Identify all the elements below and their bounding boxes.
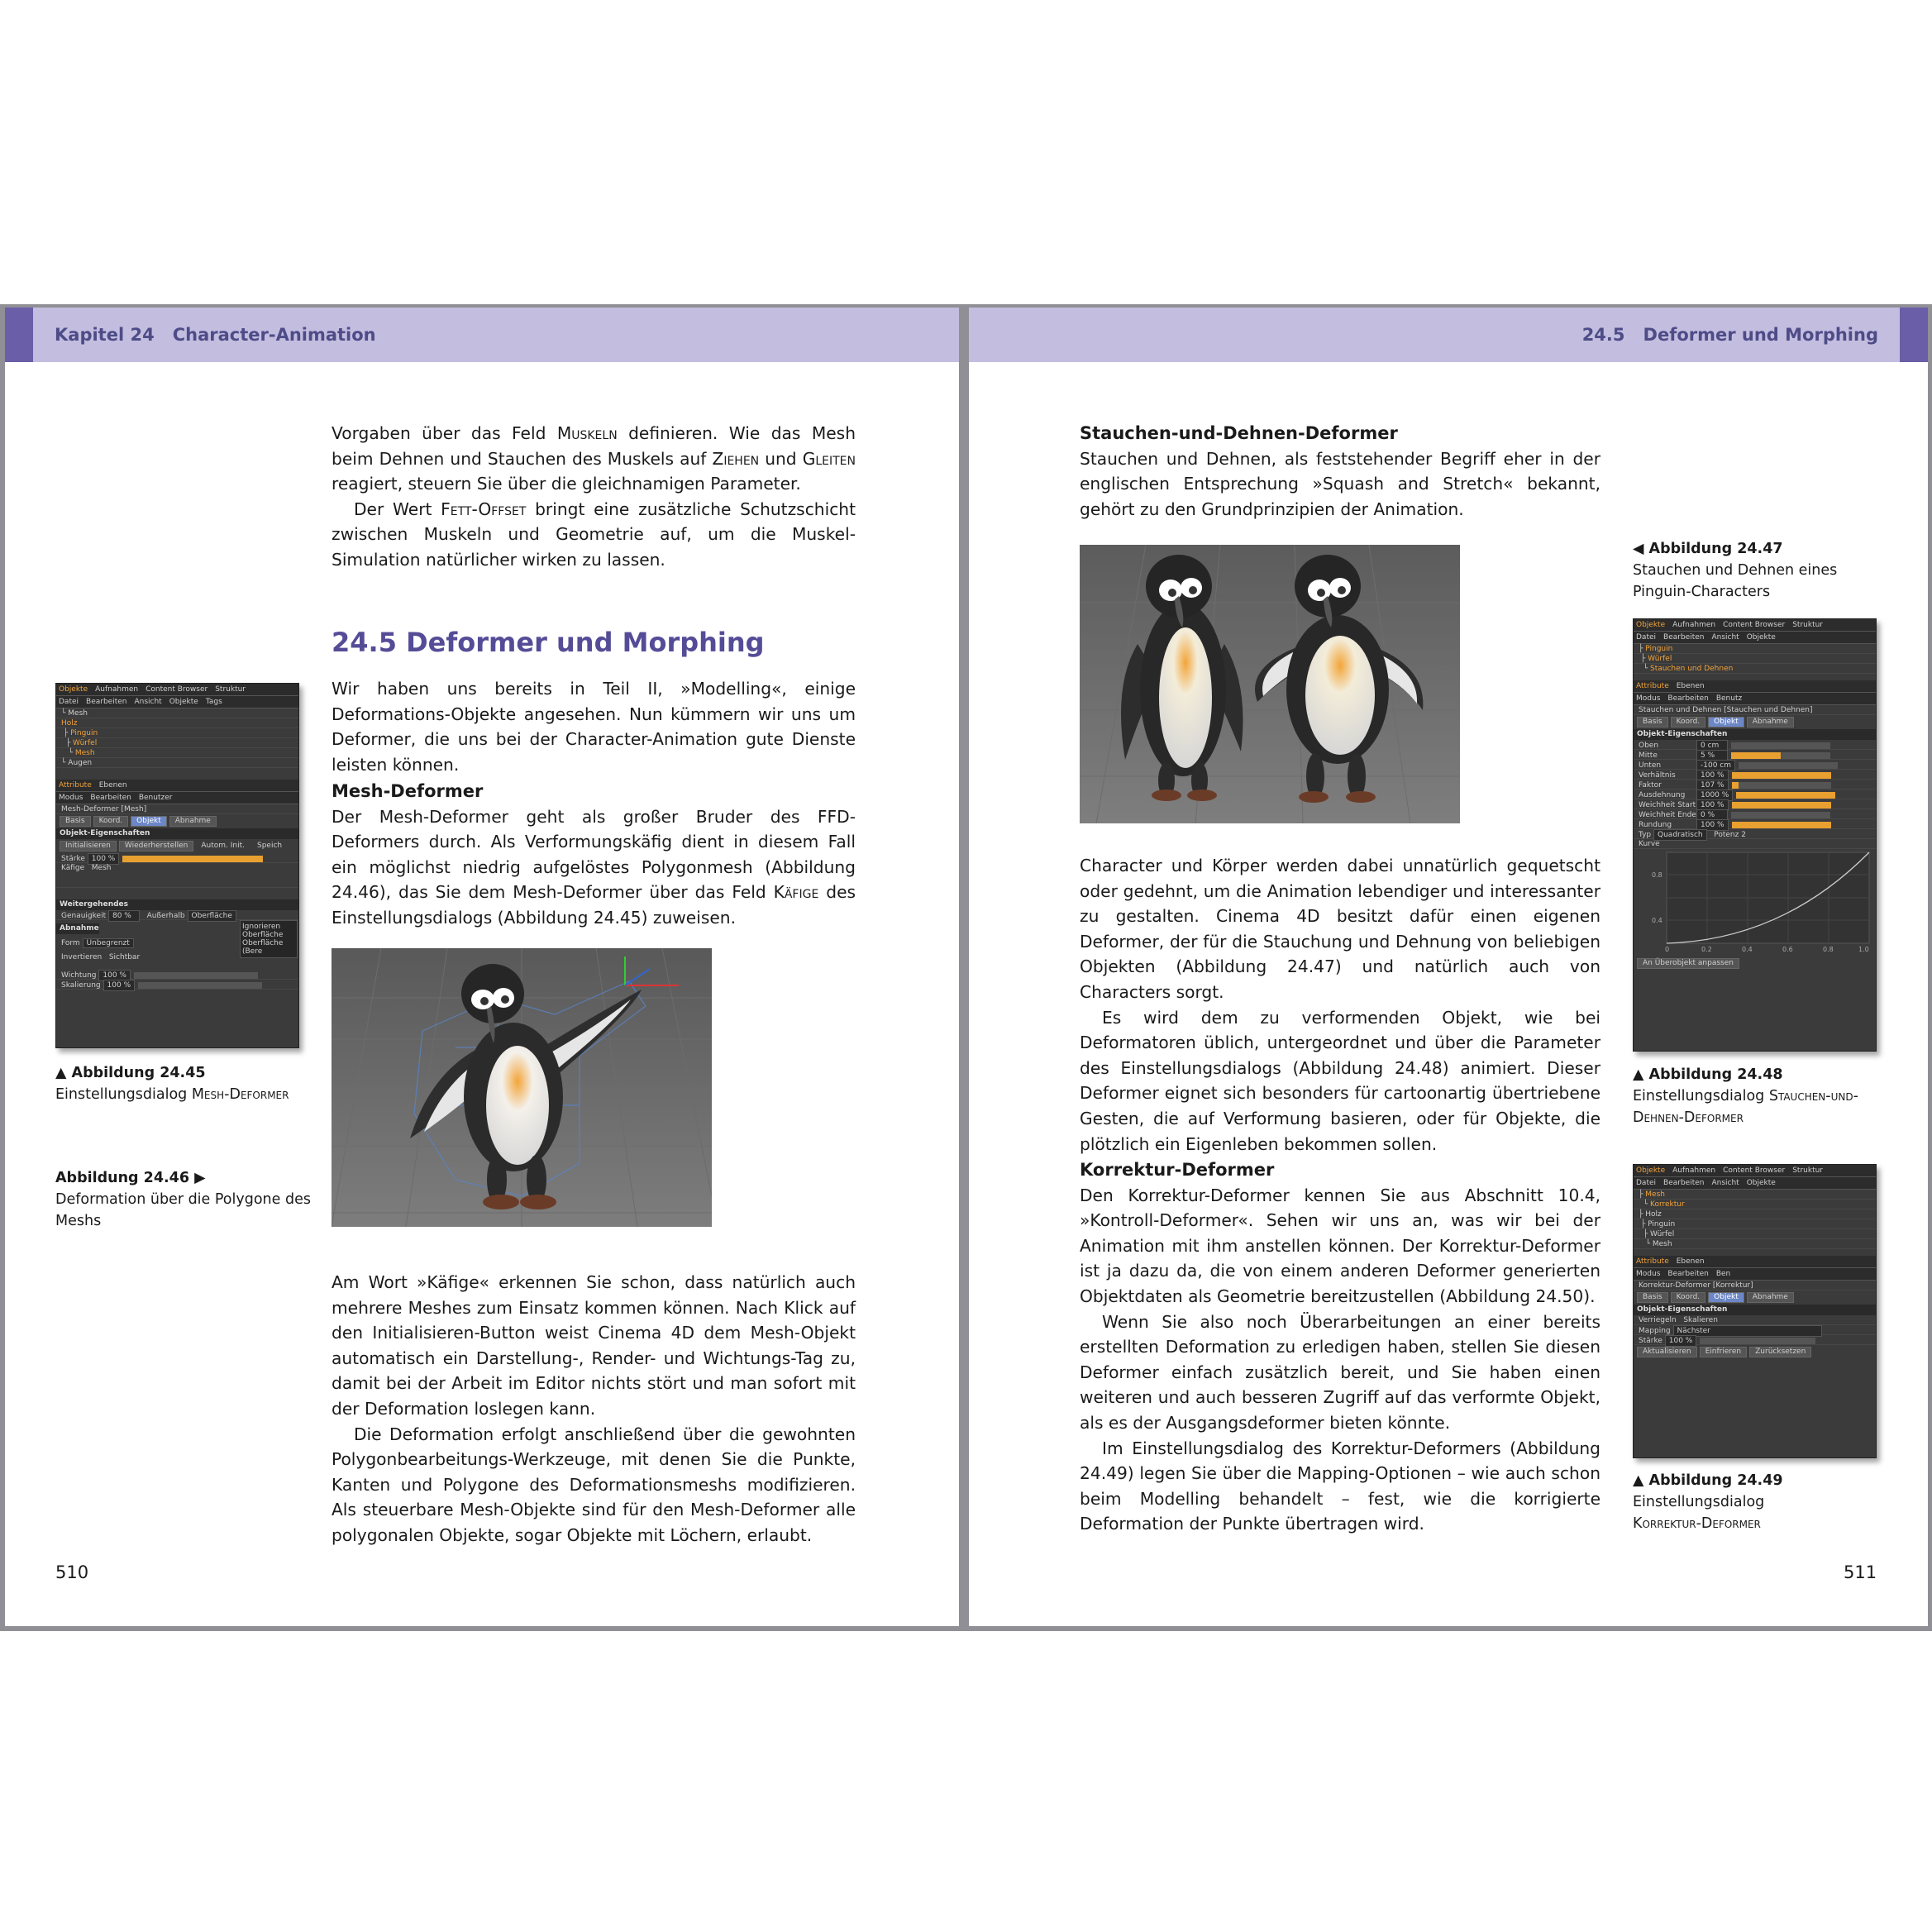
caption-24-47: ◀ Abbildung 24.47 Stauchen und Dehnen eines Pinguin-Characters [1633,541,1838,600]
mapping-row: Mapping Nächster [1634,1325,1876,1335]
object-row: ├ Würfel [1634,654,1876,664]
object-row: ├ Pinguin [1634,1219,1876,1229]
left-page [5,308,959,1626]
parameter-slider[interactable] [1732,822,1831,828]
object-name: Stauchen und Dehnen [Stauchen und Dehnen] [1634,705,1876,715]
action-buttons [1634,1345,1876,1359]
object-row: ├ Pinguin [1634,644,1876,654]
korrektur-heading: Korrektur-Deformer [1080,1160,1275,1180]
page-number-left: 510 [55,1562,89,1582]
korrektur-paragraph-3: Im Einstellungsdialog des Korrektur-Deformers (Abbildung 24.49) legen Sie über die Mapping-Optionen – wie auch schon beim Modelling behandelt – fest, wie die korrigierte Deformation der Punkte übertragen wird. [1080,1438,1600,1534]
caption-24-46: Abbildung 24.46 ▶ Deformation über die Polygone des Meshs [55,1170,311,1229]
korrektur-paragraph-1: Den Korrektur-Deformer kennen Sie aus Abschnitt 10.4, »Kontroll-Deformer«. Sehen wir uns an, was wir bei der Animation mit ihm anstellen können. Der Korrektur-Deformer ist ja dazu da, die von einem anderen Deformer generierten Objektdaten als Geometrie bereitzustellen (Abbildung 24.50). [1080,1185,1600,1306]
object-manager-menu: Datei Bearbeiten Ansicht Objekte [1634,632,1876,644]
freeze-button[interactable]: Einfrieren [1700,1347,1748,1357]
object-manager-tabs: Objekte Aufnahmen Content Browser Struktur [56,684,298,696]
object-manager-menu: Datei Bearbeiten Ansicht Objekte Tags [56,696,298,708]
chapter-title: Character-Animation [172,325,376,345]
thumb-tab-right [1900,308,1928,362]
object-row: └ Mesh [56,708,298,718]
kaefige-row: Käfige Mesh [56,863,298,888]
two-penguins-render [1080,545,1460,823]
verriegeln-row: Verriegeln Skalieren [1634,1315,1876,1325]
korrektur-paragraph-2: Wenn Sie also noch Überarbeitungen an einer bereits erstellten Deformation zu erledigen haben, stellen Sie diesen Deformer einfach zusätzlich bereit, und Sie haben einen weiteren und auch besseren Zugriff auf das verformte Objekt, als es der Ausgangsdeformer bieten könnte. [1080,1311,1600,1433]
staerke-row: Stärke 100 % [56,853,298,863]
squash-block [1080,421,1600,522]
page-number-right: 511 [1844,1562,1877,1582]
object-row: ├ Holz [1634,1209,1876,1219]
curve-ytick: 0.4 [1652,917,1662,924]
parameter-row: Mitte 5 % [1634,750,1876,760]
chapter-label: Kapitel 24 [55,325,155,345]
after-figure-text [332,1270,856,1548]
parameter-slider[interactable] [1731,742,1830,749]
curve-xtick: 1.0 [1858,946,1869,953]
parameter-row: Ausdehnung 1000 % [1634,789,1876,799]
attribute-tabs: Attribute Ebenen [56,780,298,792]
korrektur-block [1080,1157,1600,1537]
form-row: Form Unbegrenzt [61,938,134,948]
curve-xtick: 0 [1665,946,1670,953]
kurve-label: Kurve [1634,839,1876,849]
squash-heading: Stauchen-und-Dehnen-Deformer [1080,423,1398,443]
thumb-tab-left [5,308,33,362]
invert-row: Invertieren Sichtbar [61,953,141,961]
parameter-slider[interactable] [1731,752,1830,759]
fit-to-parent-button[interactable]: An Überobjekt anpassen [1637,958,1739,969]
intro-paragraph-1: Vorgaben über das Feld Muskeln definieren. Wie das Mesh beim Dehnen und Stauchen des Muskels auf Ziehen und Gleiten reagiert, steuern Sie über die gleichnamigen Parameter. [332,423,856,494]
attribute-menu: Modus Bearbeiten Benutzer [56,792,298,804]
character-paragraph-2: Es wird dem zu verformenden Objekt, wie bei Deformatoren üblich, untergeordnet und über die Parameter des Einstellungsdialogs (Abbildung 24.48) animiert. Dieser Deformer eignet sich besonders für cartoonartig übertriebene Gesten, die auf Verformung basieren, oder für Objekte, die plötzlich ein Eigenleben bekommen sollen. [1080,1007,1600,1154]
caption-24-45: ▲ Abbildung 24.45 Einstellungsdialog Mesh-Deformer [55,1065,289,1103]
section-label: Objekt-Eigenschaften [1634,1305,1876,1315]
korrektur-deformer-dialog [1633,1164,1877,1458]
parameter-slider[interactable] [1732,782,1831,789]
after-paragraph-2: Die Deformation erfolgt anschließend über die gewohnten Polygonbearbeitungs-Werkzeuge, mit denen Sie die Punkte, Kanten und Polygone des Deformationsmeshs modifizieren. Als steuerbare Mesh-Objekte sind für den Mesh-Deformer alle polygonalen Objekte, sogar Objekte mit Löchern, erlaubt. [332,1424,856,1545]
object-manager-tabs: Objekte Aufnahmen Content Browser Struktur [1634,619,1876,632]
right-page [969,308,1928,1626]
attribute-tabs: Attribute Ebenen [1634,680,1876,693]
property-tabs: Basis Koord. Objekt Abnahme [1634,1290,1876,1305]
book-spread [0,304,1932,1631]
wichtung-row: Wichtung 100 % [56,970,298,980]
running-header-left [5,308,959,362]
parameter-list [1634,740,1876,829]
object-name: Mesh-Deformer [Mesh] [56,804,298,814]
init-buttons: Initialisieren Wiederherstellen Autom. Init. Speich [56,839,298,853]
fit-button-row [1634,956,1876,971]
object-name: Korrektur-Deformer [Korrektur] [1634,1281,1876,1290]
parameter-row: Faktor 107 % [1634,780,1876,789]
object-row: ├ Mesh [1634,1190,1876,1200]
parameter-row: Unten -100 cm [1634,760,1876,770]
property-tabs: Basis Koord. Objekt Abnahme [56,814,298,828]
attribute-menu: Modus Bearbeiten Ben [1634,1268,1876,1281]
section-heading: 24.5 Deformer und Morphing [332,627,765,658]
parameter-row: Weichheit Ende 0 % [1634,809,1876,819]
curve-graph [1634,849,1877,956]
object-manager-menu: Datei Bearbeiten Ansicht Objekte [1634,1177,1876,1190]
mesh-deformer-dialog [55,683,299,1048]
object-row: └ Mesh [1634,1239,1876,1249]
genauigkeit-row: Genauigkeit 80 % Außerhalb Oberfläche [56,910,298,920]
section-label: Objekt-Eigenschaften [1634,729,1876,740]
caption-24-48: ▲ Abbildung 24.48 Einstellungsdialog Stauchen-und-Dehnen-Deformer [1633,1066,1858,1126]
object-row: └ Stauchen und Dehnen [1634,664,1876,674]
parameter-slider[interactable] [1739,762,1838,769]
character-paragraph-1: Character und Körper werden dabei unnatürlich gequetscht oder gedehnt, um die Animation lebendiger und interessanter zu gestalten. Cinema 4D besitzt dafür einen eigenen Deformer, der für die Stauchung und Dehnung von beliebigen Objekten (Abbildung 24.47) und natürlich auch von Characters sorgt. [1080,856,1600,1002]
curve-xtick: 0.2 [1701,946,1712,953]
section-intro [332,676,856,777]
parameter-row: Oben 0 cm [1634,740,1876,750]
advanced-section: Weitergehendes [56,899,298,910]
parameter-row: Weichheit Start 100 % [1634,799,1876,809]
character-text [1080,853,1600,1157]
skalierung-row: Skalierung 100 % [56,980,298,990]
curve-xtick: 0.8 [1823,946,1834,953]
object-row: ├ Pinguin [56,728,298,738]
falloff-curve [1634,849,1876,956]
property-tabs: Basis Koord. Objekt Abnahme [1634,715,1876,729]
parameter-slider[interactable] [1736,792,1835,799]
section-title: Deformer und Morphing [1643,325,1878,345]
section-label: Objekt-Eigenschaften [56,828,298,839]
parameter-slider[interactable] [1732,772,1831,779]
object-row: ├ Würfel [56,738,298,748]
staerke-row: Stärke 100 % [1634,1335,1876,1345]
curve-xtick: 0.6 [1782,946,1793,953]
object-row: └ Korrektur [1634,1200,1876,1209]
intro-text [332,421,856,573]
typ-row: Typ Quadratisch Potenz 2 [1634,829,1876,839]
mesh-deformer-block [332,779,856,931]
curve-ytick: 0.8 [1652,871,1662,879]
parameter-slider[interactable] [1731,812,1830,818]
squash-paragraph: Stauchen und Dehnen, als feststehender Begriff eher in der englischen Entsprechung »Squash and Stretch« bekannt, gehört zu den Grundprinzipien der Animation. [1080,448,1600,519]
curve-xtick: 0.4 [1742,946,1753,953]
dropdown-area: Abnahme Ignorieren Oberfläche Oberfläche (Bere Form Unbegrenzt Invertieren Sichtbar [56,920,298,970]
outside-dropdown[interactable]: Ignorieren Oberfläche Oberfläche (Bere [240,920,298,958]
attribute-tabs: Attribute Ebenen [1634,1256,1876,1268]
two-penguins-image [1080,545,1460,823]
attribute-menu: Modus Bearbeiten Benutz [1634,693,1876,705]
mesh-deformer-paragraph: Der Mesh-Deformer geht als großer Bruder des FFD-Deformers durch. Als Verformungskäfig dient in diesem Fall ein möglichst niedrig aufgelöstes Polygonmesh (Abbildung 24.46), das Sie dem Mesh-Deformer über das Feld Käfige des Einstellungsdialogs (Abbildung 24.45) zuweisen. [332,806,856,928]
caption-24-49: ▲ Abbildung 24.49 Einstellungsdialog Korrektur-Deformer [1633,1472,1783,1532]
object-row: Holz [56,718,298,728]
reset-button[interactable]: Zurücksetzen [1749,1347,1811,1357]
object-row: ├ Würfel [1634,1229,1876,1239]
section-paragraph: Wir haben uns bereits in Teil II, »Modelling«, einige Deformations-Objekte angesehen. Nun kümmern wir uns um Deformer, die uns bei der Character-Animation gute Dienste leisten können. [332,679,856,775]
squash-stretch-dialog [1633,618,1877,1052]
parameter-row: Verhältnis 100 % [1634,770,1876,780]
object-row: └ Mesh [56,748,298,758]
running-header-right [969,308,1928,362]
update-button[interactable]: Aktualisieren [1637,1347,1697,1357]
object-manager-tabs: Objekte Aufnahmen Content Browser Struktur [1634,1165,1876,1177]
object-row: └ Augen [56,758,298,768]
section-number: 24.5 [1581,325,1625,345]
penguin-mesh-image [332,948,712,1227]
intro-paragraph-2: Der Wert Fett-Offset bringt eine zusätzliche Schutzschicht zwischen Muskeln und Geometrie auf, um die Muskel-Simulation natürlicher wirken zu lassen. [332,499,856,570]
penguin-mesh-render [332,948,712,1227]
after-paragraph-1: Am Wort »Käfige« erkennen Sie schon, dass natürlich auch mehrere Meshes zum Einsatz kommen können. Nach Klick auf den Initialisieren-Button weist Cinema 4D dem Mesh-Objekt automatisch ein Darstellung-, Render- und Wichtungs-Tag zu, damit bei der Arbeit im Editor nichts stört und man sofort mit der Deformation loslegen kann. [332,1272,856,1419]
parameter-slider[interactable] [1732,802,1831,809]
mesh-deformer-heading: Mesh-Deformer [332,781,484,801]
parameter-row: Rundung 100 % [1634,819,1876,829]
